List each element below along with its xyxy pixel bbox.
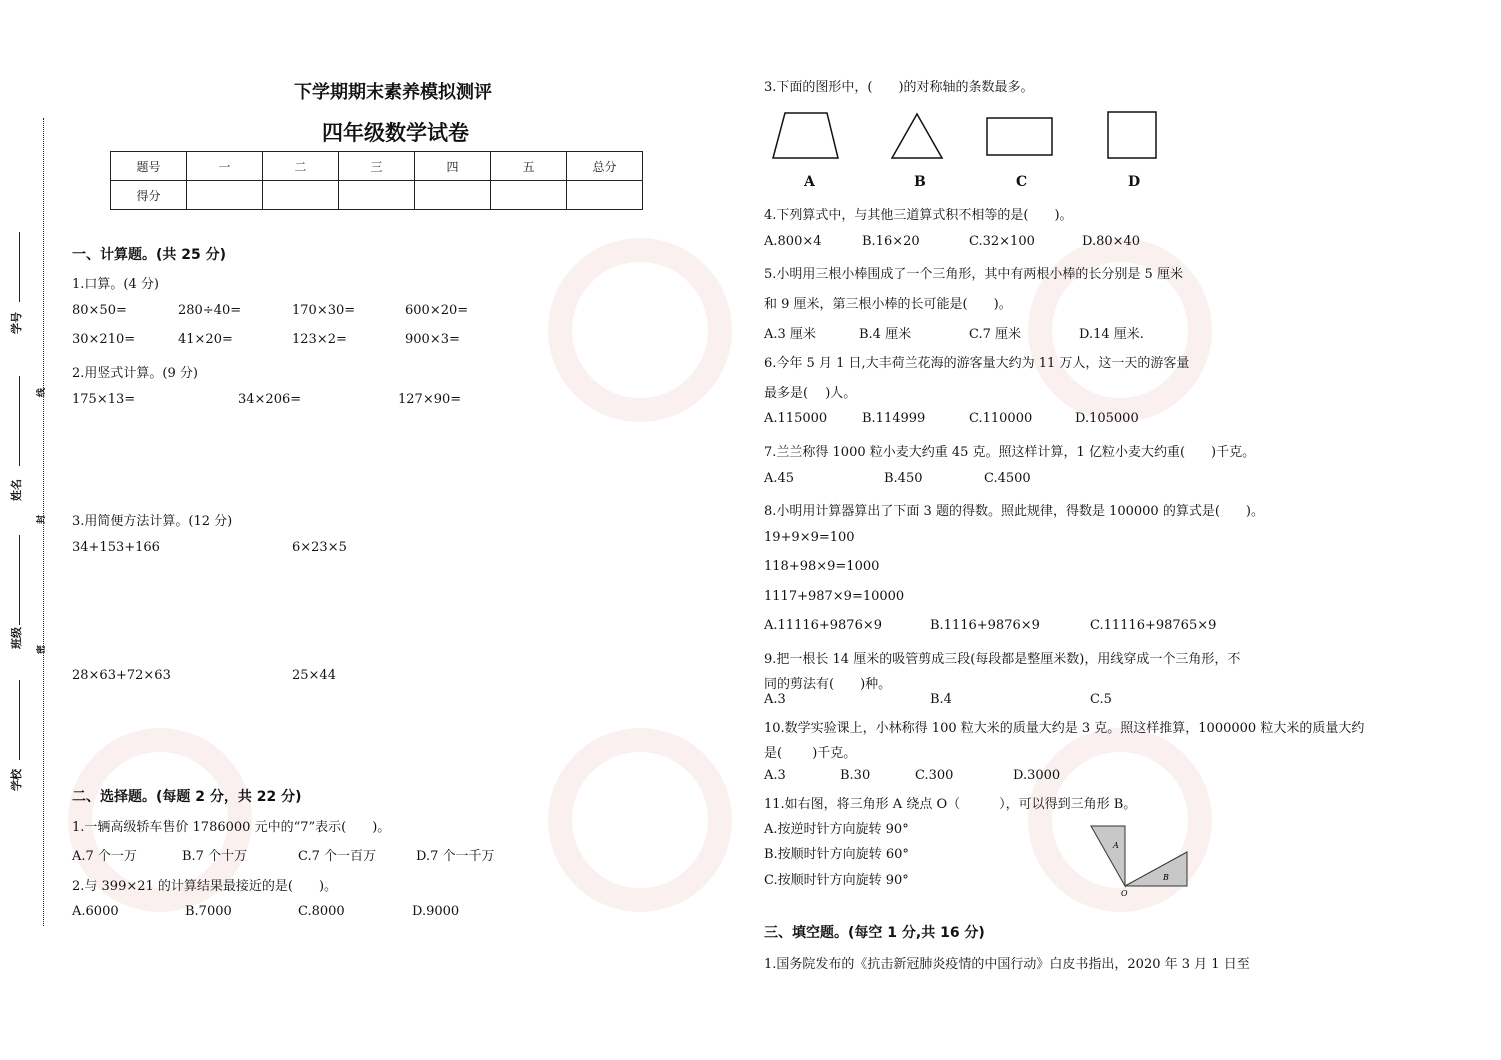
score-cell: 五 <box>491 152 567 181</box>
choice-option: B.7000 <box>185 904 232 919</box>
vertical-calc: 175×13= <box>72 392 136 407</box>
shapes-figure <box>765 108 1165 168</box>
question-2-title: 2.用竖式计算。(9 分) <box>72 366 198 381</box>
simple-calc: 34+153+166 <box>72 540 160 555</box>
watermark-logo-icon <box>540 720 740 920</box>
choice-6-cont: 最多是( )人。 <box>764 386 857 401</box>
choice-option: B.按顺时针方向旋转 60° <box>764 847 909 862</box>
choice-option: D.14 厘米. <box>1079 327 1144 342</box>
shape-label: B <box>914 174 926 190</box>
question-3-title: 3.用简便方法计算。(12 分) <box>72 514 233 529</box>
oral-calc: 170×30= <box>292 303 356 318</box>
simple-calc: 28×63+72×63 <box>72 668 171 683</box>
choice-2: 2.与 399×21 的计算结果最接近的是( )。 <box>72 879 338 894</box>
choice-5-cont: 和 9 厘米，第三根小棒的长可能是( )。 <box>764 297 1012 312</box>
choice-option: A.3 厘米 <box>764 327 816 342</box>
choice-3: 3.下面的图形中，( )的对称轴的条数最多。 <box>764 80 1034 95</box>
score-input-cell[interactable] <box>339 181 415 210</box>
choice-option: A.115000 <box>764 411 828 426</box>
choice-option: B.30 <box>840 768 871 783</box>
score-input-cell[interactable] <box>187 181 263 210</box>
shape-label: C <box>1016 174 1028 190</box>
choice-option: A.3 <box>764 692 786 707</box>
score-cell: 得分 <box>111 181 187 210</box>
choice-option: C.8000 <box>298 904 345 919</box>
choice-option: C.5 <box>1090 692 1112 707</box>
choice-option: A.11116+9876×9 <box>764 618 883 633</box>
fig-label-o: O <box>1121 889 1128 898</box>
choice-4: 4.下列算式中，与其他三道算式积不相等的是( )。 <box>764 208 1073 223</box>
oral-calc: 80×50= <box>72 303 127 318</box>
choice-5: 5.小明用三根小棒围成了一个三角形，其中有两根小棒的长分别是 5 厘米 <box>764 267 1183 282</box>
trapezoid-shape <box>773 113 838 158</box>
simple-calc: 6×23×5 <box>292 540 347 555</box>
exam-title: 下学期期末素养模拟测评 <box>294 82 492 103</box>
binding-label-class: 班级 <box>10 627 23 649</box>
choice-9: 9.把一根长 14 厘米的吸管剪成三段(每段都是整厘米数)，用线穿成一个三角形，不 <box>764 652 1241 667</box>
choice-option: C.7 个一百万 <box>298 849 377 864</box>
square-shape <box>1108 112 1156 158</box>
score-cell: 题号 <box>111 152 187 181</box>
choice-option: C.11116+98765×9 <box>1090 618 1217 633</box>
binding-blank-line <box>19 680 20 760</box>
score-cell: 四 <box>415 152 491 181</box>
choice-10: 10.数学实验课上，小林称得 100 粒大米的质量大约是 3 克。照这样推算，1000000 粒大米的质量大约 <box>764 721 1365 736</box>
binding-label-school: 学校 <box>10 769 23 791</box>
score-table <box>110 151 643 210</box>
binding-blank-line <box>19 376 20 466</box>
choice-11: 11.如右图，将三角形 A 绕点 O（ ），可以得到三角形 B。 <box>764 797 1137 812</box>
binding-blank-line <box>19 535 20 625</box>
choice-1: 1.一辆高级轿车售价 1786000 元中的“7”表示( )。 <box>72 820 391 835</box>
fig-label-a: A <box>1113 841 1119 850</box>
section-3-title: 三、填空题。(每空 1 分,共 16 分) <box>764 925 985 941</box>
oral-calc: 123×2= <box>292 332 347 347</box>
oral-calc: 900×3= <box>405 332 460 347</box>
seal-char-line: 线 <box>37 387 48 398</box>
choice-7: 7.兰兰称得 1000 粒小麦大约重 45 克。照这样计算，1 亿粒小麦大约重( )千克。 <box>764 445 1256 460</box>
score-input-cell[interactable] <box>263 181 339 210</box>
equation: 19+9×9=100 <box>764 530 855 545</box>
exam-subtitle: 四年级数学试卷 <box>322 121 469 145</box>
triangle-shape <box>892 114 942 158</box>
choice-10-cont: 是( )千克。 <box>764 746 857 761</box>
choice-option: C.按顺时针方向旋转 90° <box>764 873 909 888</box>
choice-option: D.105000 <box>1075 411 1139 426</box>
score-table-score-row <box>111 181 643 210</box>
oral-calc: 30×210= <box>72 332 136 347</box>
score-cell: 二 <box>263 152 339 181</box>
choice-9-cont: 同的剪法有( )种。 <box>764 677 892 692</box>
choice-option: A.45 <box>764 471 795 486</box>
triangle-a-shape <box>1091 826 1125 886</box>
choice-option: C.7 厘米 <box>969 327 1022 342</box>
oral-calc: 41×20= <box>178 332 233 347</box>
choice-option: A.3 <box>764 768 786 783</box>
shape-label: D <box>1128 174 1141 190</box>
score-cell: 一 <box>187 152 263 181</box>
choice-option: D.7 个一千万 <box>416 849 495 864</box>
fill-1: 1.国务院发布的《抗击新冠肺炎疫情的中国行动》白皮书指出，2020 年 3 月 1 日至 <box>764 957 1250 972</box>
choice-option: B.450 <box>884 471 923 486</box>
score-cell: 总分 <box>567 152 643 181</box>
choice-option: C.32×100 <box>969 234 1035 249</box>
triangle-b-shape <box>1125 852 1187 886</box>
choice-8: 8.小明用计算器算出了下面 3 题的得数。照此规律，得数是 100000 的算式是( )。 <box>764 504 1264 519</box>
score-input-cell[interactable] <box>491 181 567 210</box>
choice-option: A.6000 <box>72 904 119 919</box>
oral-calc: 600×20= <box>405 303 469 318</box>
shape-label: A <box>804 174 815 190</box>
rotation-figure <box>1085 820 1195 900</box>
section-2-title: 二、选择题。(每题 2 分，共 22 分) <box>72 789 302 805</box>
choice-option: D.9000 <box>412 904 460 919</box>
choice-option: A.7 个一万 <box>72 849 137 864</box>
equation: 118+98×9=1000 <box>764 559 880 574</box>
rectangle-shape <box>987 118 1052 155</box>
oral-calc: 280÷40= <box>178 303 242 318</box>
vertical-calc: 34×206= <box>238 392 302 407</box>
score-cell: 三 <box>339 152 415 181</box>
section-1-title: 一、计算题。(共 25 分) <box>72 247 227 263</box>
choice-option: C.110000 <box>969 411 1033 426</box>
choice-6: 6.今年 5 月 1 日,大丰荷兰花海的游客量大约为 11 万人，这一天的游客量 <box>764 356 1190 371</box>
choice-option: C.300 <box>915 768 954 783</box>
score-input-cell[interactable] <box>567 181 643 210</box>
choice-option: A.800×4 <box>764 234 822 249</box>
binding-blank-line <box>19 232 20 302</box>
seal-char-seal: 封 <box>37 514 48 525</box>
choice-option: A.按逆时针方向旋转 90° <box>764 822 909 837</box>
choice-option: B.4 <box>930 692 952 707</box>
choice-option: B.4 厘米 <box>859 327 912 342</box>
score-input-cell[interactable] <box>415 181 491 210</box>
equation: 1117+987×9=10000 <box>764 589 905 604</box>
vertical-calc: 127×90= <box>398 392 462 407</box>
choice-option: B.114999 <box>862 411 926 426</box>
question-1-title: 1.口算。(4 分) <box>72 277 159 292</box>
seal-char-secret: 密 <box>37 644 48 655</box>
fig-label-b: B <box>1163 873 1169 882</box>
score-table-header-row <box>111 152 643 181</box>
choice-option: B.1116+9876×9 <box>930 618 1040 633</box>
choice-option: D.80×40 <box>1082 234 1141 249</box>
choice-option: B.7 个十万 <box>182 849 248 864</box>
binding-label-name: 姓名 <box>10 479 23 501</box>
watermark-logo-icon <box>540 230 740 430</box>
choice-option: D.3000 <box>1013 768 1061 783</box>
choice-option: C.4500 <box>984 471 1031 486</box>
binding-label-student-no: 学号 <box>10 312 23 334</box>
choice-option: B.16×20 <box>862 234 920 249</box>
simple-calc: 25×44 <box>292 668 336 683</box>
